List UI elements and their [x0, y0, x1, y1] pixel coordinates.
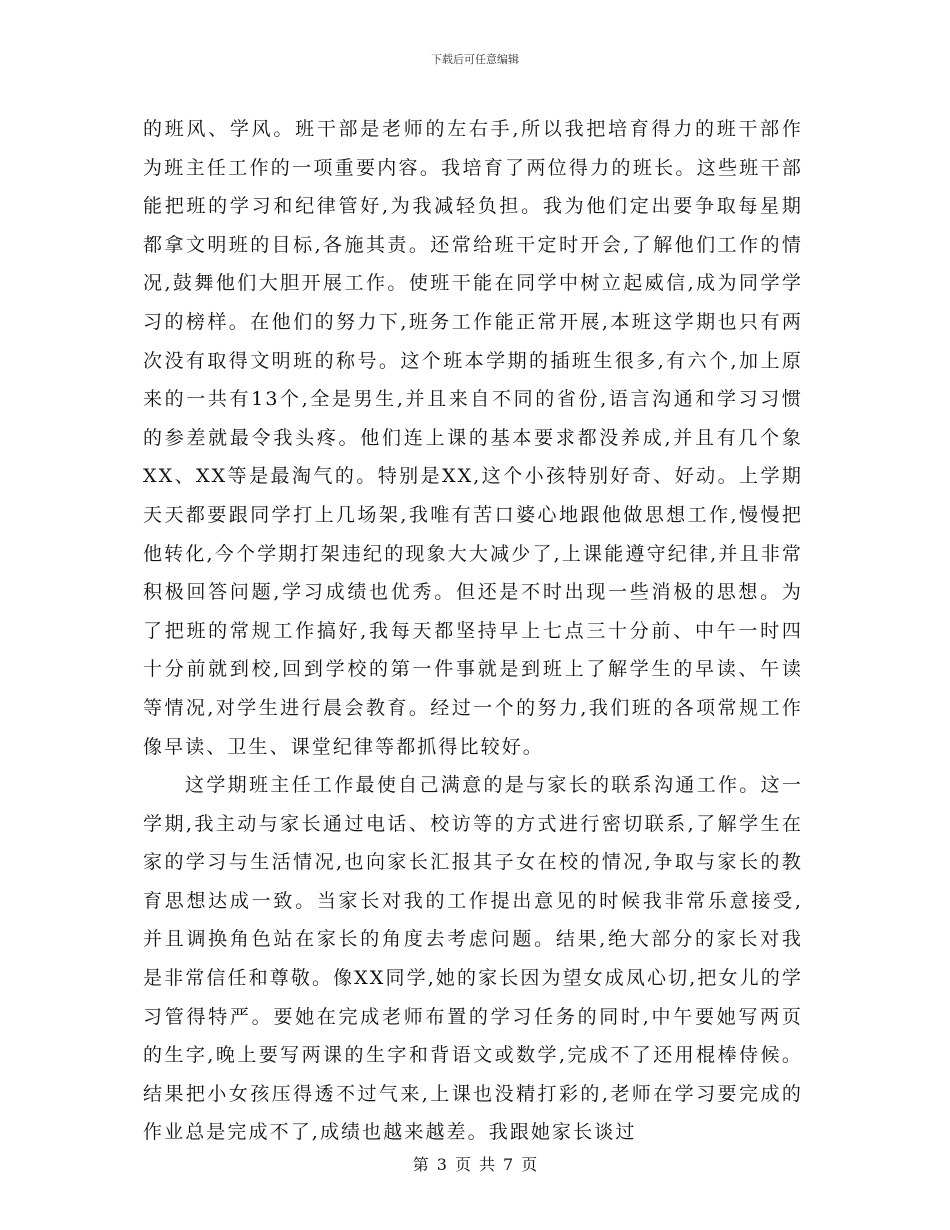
paragraph-parent-communication: 这学期班主任工作最使自己满意的是与家长的联系沟通工作。这一学期,我主动与家长通过电话、校访等的方式进行密切联系,了解学生在家的学习与生活情况,也向家长汇报其子女在校的情况,争取与家长的教育思想达成一致。当家长对我的工作提出意见的时候我非常乐意接受,并且调换角色站在家长的角度去考虑问题。结果,绝大部分的家长对我是非常信任和尊敬。像XX同学,她的家长因为望女成凤心切,把女儿的学习管得特严。要她在完成老师布置的学习任务的同时,中午要她写两页的生字,晚上要写两课的生字和背语文或数学,完成不了还用棍棒侍候。结果把小女孩压得透不过气来,上课也没精打彩的,老师在学习要完成的作业总是完成不了,成绩也越来越差。我跟她家长谈过 — [143, 774, 803, 1144]
document-body — [143, 110, 803, 1152]
page-header: 下载后可任意编辑 — [431, 53, 519, 66]
paragraph-continued: 的班风、学风。班干部是老师的左右手,所以我把培育得力的班干部作为班主任工作的一项重要内容。我培育了两位得力的班长。这些班干部能把班的学习和纪律管好,为我减轻负担。我为他们定出要争取每星期都拿文明班的目标,各施其责。还常给班干定时开会,了解他们工作的情况,鼓舞他们大胆开展工作。使班干能在同学中树立起威信,成为同学学习的榜样。在他们的努力下,班务工作能正常开展,本班这学期也只有两次没有取得文明班的称号。这个班本学期的插班生很多,有六个,加上原来的一共有13个,全是男生,并且来自不同的省份,语言沟通和学习习惯的参差就最令我头疼。他们连上课的基本要求都没养成,并且有几个象XX、XX等是最淘气的。特别是XX,这个小孩特别好奇、好动。上学期天天都要跟同学打上几场架,我唯有苦口婆心地跟他做思想工作,慢慢把他转化,今个学期打架违纪的现象大大减少了,上课能遵守纪律,并且非常积极回答问题,学习成绩也优秀。但还是不时出现一些消极的思想。为了把班的常规工作搞好,我每天都坚持早上七点三十分前、中午一时四十分前就到校,回到学校的第一件事就是到班上了解学生的早读、午读等情况,对学生进行晨会教育。经过一个的努力,我们班的各项常规工作像早读、卫生、课堂纪律等都抓得比较好。 — [143, 118, 803, 758]
footer-page-word: 页 — [454, 1155, 471, 1174]
footer-prefix: 第 — [412, 1155, 429, 1174]
footer-suffix: 页 — [521, 1155, 538, 1174]
page-footer — [0, 1155, 950, 1175]
footer-total-prefix: 共 — [479, 1155, 496, 1174]
total-page-count: 7 — [503, 1155, 514, 1174]
current-page-number: 3 — [436, 1155, 447, 1174]
